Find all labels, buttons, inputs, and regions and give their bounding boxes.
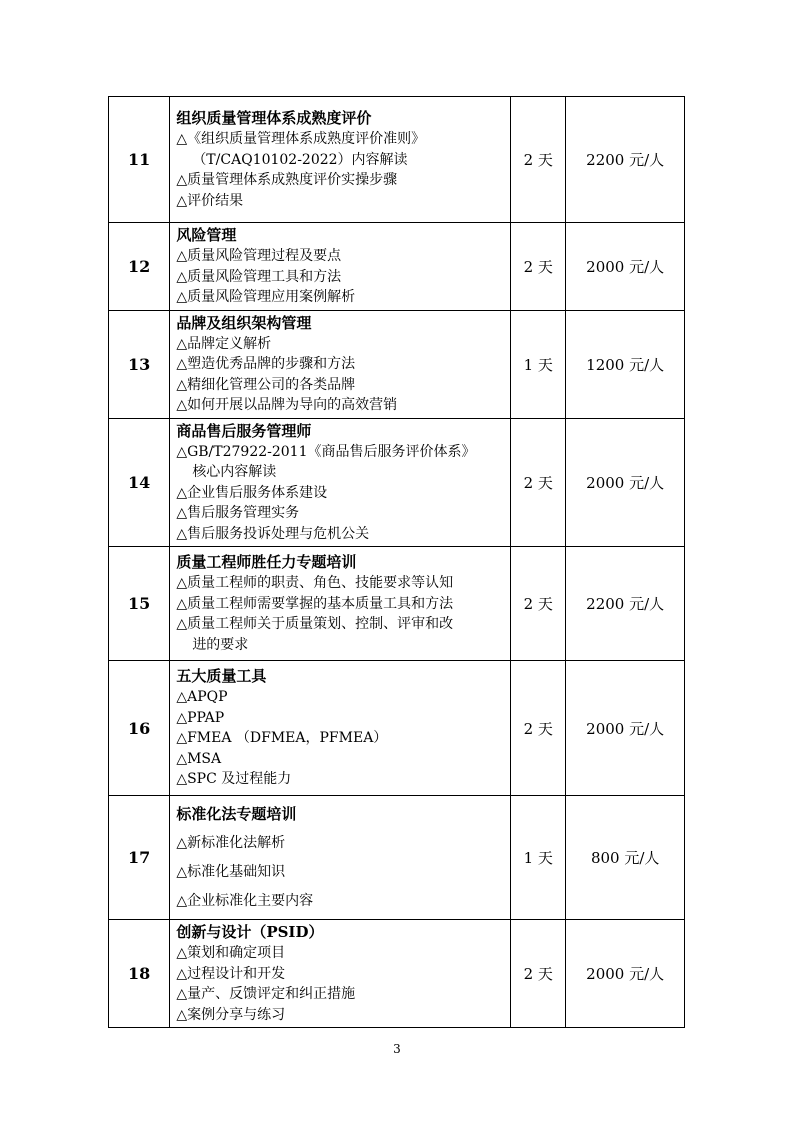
course-item: △质量工程师需要掌握的基本质量工具和方法 — [176, 595, 454, 612]
course-item: △GB/T27922-2011《商品售后服务评价体系》 — [176, 443, 476, 460]
course-days: 1 天 — [511, 310, 566, 418]
course-title: 质量工程师胜任力专题培训 — [176, 553, 357, 571]
table-row — [109, 547, 685, 661]
course-table — [108, 96, 685, 1028]
course-item: △量产、反馈评定和纠正措施 — [176, 986, 356, 1002]
course-title: 商品售后服务管理师 — [176, 421, 312, 440]
course-content — [170, 223, 511, 311]
course-item: 核心内容解读 — [192, 464, 277, 480]
course-days: 1 天 — [511, 796, 566, 920]
course-item: △质量风险管理应用案例解析 — [176, 289, 356, 305]
course-item: △标准化基础知识 — [176, 864, 286, 880]
course-item: △塑造优秀品牌的步骤和方法 — [176, 356, 356, 372]
table-row — [109, 920, 685, 1028]
course-content — [170, 547, 511, 661]
table-row — [109, 223, 685, 311]
course-days: 2 天 — [511, 547, 566, 661]
course-number: 18 — [109, 920, 170, 1028]
course-content — [170, 796, 511, 920]
course-price: 2200 元/人 — [566, 547, 685, 661]
course-item: △如何开展以品牌为导向的高效营销 — [176, 397, 398, 413]
course-item: △质量管理体系成熟度评价实操步骤 — [176, 172, 398, 188]
course-item: △APQP — [176, 689, 228, 706]
table-row — [109, 796, 685, 920]
course-item: △SPC 及过程能力 — [176, 771, 292, 788]
course-number: 13 — [109, 310, 170, 418]
page-number: 3 — [393, 1042, 401, 1056]
course-item: △MSA — [176, 750, 222, 767]
course-price: 800 元/人 — [566, 796, 685, 920]
course-number: 17 — [109, 796, 170, 920]
course-days: 2 天 — [511, 97, 566, 223]
course-number: 11 — [109, 97, 170, 223]
course-item: △评价结果 — [176, 192, 244, 209]
course-title: 风险管理 — [176, 226, 237, 244]
course-price: 2000 元/人 — [566, 661, 685, 796]
table-row — [109, 97, 685, 223]
course-number: 15 — [109, 547, 170, 661]
course-days: 2 天 — [511, 418, 566, 547]
course-content — [170, 661, 511, 796]
course-content — [170, 418, 511, 547]
course-item: △PPAP — [176, 709, 225, 726]
course-number: 16 — [109, 661, 170, 796]
course-price: 2000 元/人 — [566, 920, 685, 1028]
course-item: △质量风险管理过程及要点 — [176, 248, 342, 264]
course-item: △精细化管理公司的各类品牌 — [176, 376, 356, 393]
course-price: 1200 元/人 — [566, 310, 685, 418]
course-days: 2 天 — [511, 223, 566, 311]
table-row — [109, 661, 685, 796]
course-title: 品牌及组织架构管理 — [176, 313, 312, 332]
course-number: 14 — [109, 418, 170, 547]
course-item: △FMEA （DFMEA，PFMEA） — [176, 730, 388, 747]
course-title: 五大质量工具 — [176, 667, 267, 686]
course-days: 2 天 — [511, 661, 566, 796]
course-title: 创新与设计（PSID） — [176, 923, 324, 941]
course-content — [170, 920, 511, 1028]
table-row — [109, 310, 685, 418]
course-item: △案例分享与练习 — [176, 1006, 286, 1023]
course-days: 2 天 — [511, 920, 566, 1028]
course-price: 2200 元/人 — [566, 97, 685, 223]
course-price: 2000 元/人 — [566, 223, 685, 311]
course-number: 12 — [109, 223, 170, 311]
course-item: △售后服务投诉处理与危机公关 — [176, 525, 370, 542]
course-price: 2000 元/人 — [566, 418, 685, 547]
course-title: 组织质量管理体系成熟度评价 — [176, 109, 372, 127]
course-item: △企业标准化主要内容 — [176, 893, 314, 909]
course-item: △策划和确定项目 — [176, 945, 286, 961]
course-item: （T/CAQ10102-2022）内容解读 — [192, 151, 408, 168]
course-item: △质量工程师关于质量策划、控制、评审和改 — [176, 616, 454, 632]
course-item: 进的要求 — [192, 636, 249, 653]
course-item: △新标准化法解析 — [176, 835, 286, 851]
course-item: △过程设计和开发 — [176, 965, 286, 982]
table-row — [109, 418, 685, 547]
course-item: △企业售后服务体系建设 — [176, 484, 328, 501]
course-item: △《组织质量管理体系成熟度评价准则》 — [176, 131, 426, 147]
course-item: △品牌定义解析 — [176, 335, 272, 352]
course-item: △质量风险管理工具和方法 — [176, 268, 342, 285]
course-content — [170, 310, 511, 418]
course-item: △售后服务管理实务 — [176, 505, 300, 521]
course-title: 标准化法专题培训 — [176, 805, 297, 823]
course-content — [170, 97, 511, 223]
course-item: △质量工程师的职责、角色、技能要求等认知 — [176, 575, 454, 591]
